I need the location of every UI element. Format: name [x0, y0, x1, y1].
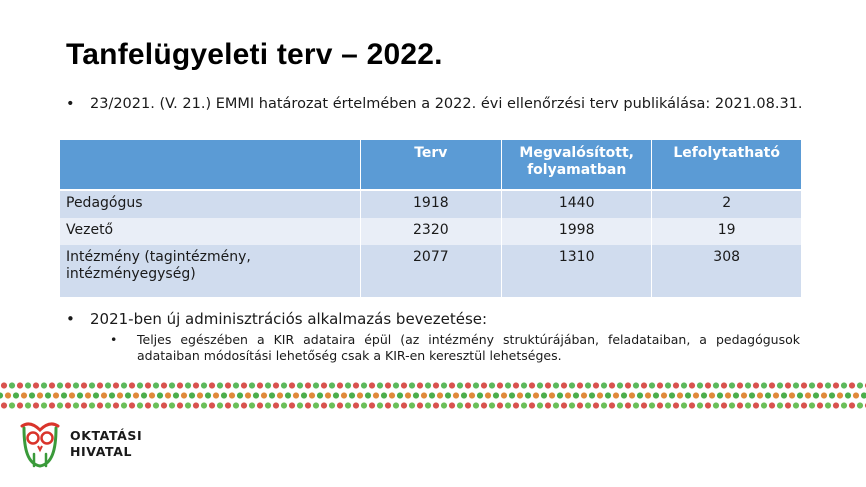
- table-row: [60, 245, 801, 297]
- owl-logo-icon: [18, 418, 62, 470]
- cell-terv: 2077: [360, 245, 501, 297]
- column-header-terv: Terv: [360, 140, 501, 190]
- column-header-lefolytathato: Lefolytatható: [652, 140, 801, 190]
- logo-text: [70, 428, 142, 460]
- row-label: [60, 245, 360, 297]
- bullet-dot: •: [66, 310, 75, 328]
- page-title: Tanfelügyeleti terv – 2022.: [66, 38, 443, 71]
- sub-bullet-dot: •: [110, 332, 118, 347]
- cell-lefolytathato: 19: [652, 218, 801, 245]
- table-row: [60, 218, 801, 245]
- cell-lefolytathato: 2: [652, 190, 801, 218]
- cell-megvalositott: 1310: [502, 245, 652, 297]
- sub-bullet-item-kir: [110, 332, 800, 364]
- decorative-pattern-band: [0, 391, 866, 400]
- bullet-text: 23/2021. (V. 21.) EMMI határozat értelmében a 2022. évi ellenőrzési terv publikálása: 2021.08.31.: [90, 96, 803, 112]
- row-label: Pedagógus: [60, 190, 360, 218]
- cell-terv: 2320: [360, 218, 501, 245]
- table-row: [60, 190, 801, 218]
- bullet-item-new-app: [66, 310, 806, 328]
- table-header-row: [60, 140, 801, 190]
- cell-terv: 1918: [360, 190, 501, 218]
- inspection-plan-table: [60, 140, 801, 297]
- bullet-item-publication: [66, 95, 806, 113]
- column-header-empty: [60, 140, 360, 190]
- bullet-dot: •: [66, 96, 75, 112]
- cell-megvalositott: 1440: [502, 190, 652, 218]
- bullet-text: 2021-ben új adminisztrációs alkalmazás bevezetése:: [90, 310, 488, 328]
- sub-bullet-text: Teljes egészében a KIR adataira épül (az intézmény struktúrájában, feladataiban, a pedagógusok adataiban módosítási lehetőség csak a KIR-en keresztül lehetséges.: [137, 332, 800, 363]
- decorative-pattern-band: [0, 401, 866, 410]
- column-header-megvalositott: [502, 140, 652, 190]
- oktatasi-hivatal-logo: [18, 418, 142, 470]
- row-label-text: Intézmény (tagintézmény, intézményegység): [66, 249, 251, 282]
- logo-text-line1: OKTATÁSI: [70, 428, 143, 443]
- logo-text-line2: HIVATAL: [70, 444, 133, 459]
- cell-lefolytathato: 308: [652, 245, 801, 297]
- row-label: Vezető: [60, 218, 360, 245]
- decorative-pattern-band: [0, 381, 866, 390]
- header-megvalositott-text: Megvalósított, folyamatban: [519, 145, 634, 178]
- cell-megvalositott: 1998: [502, 218, 652, 245]
